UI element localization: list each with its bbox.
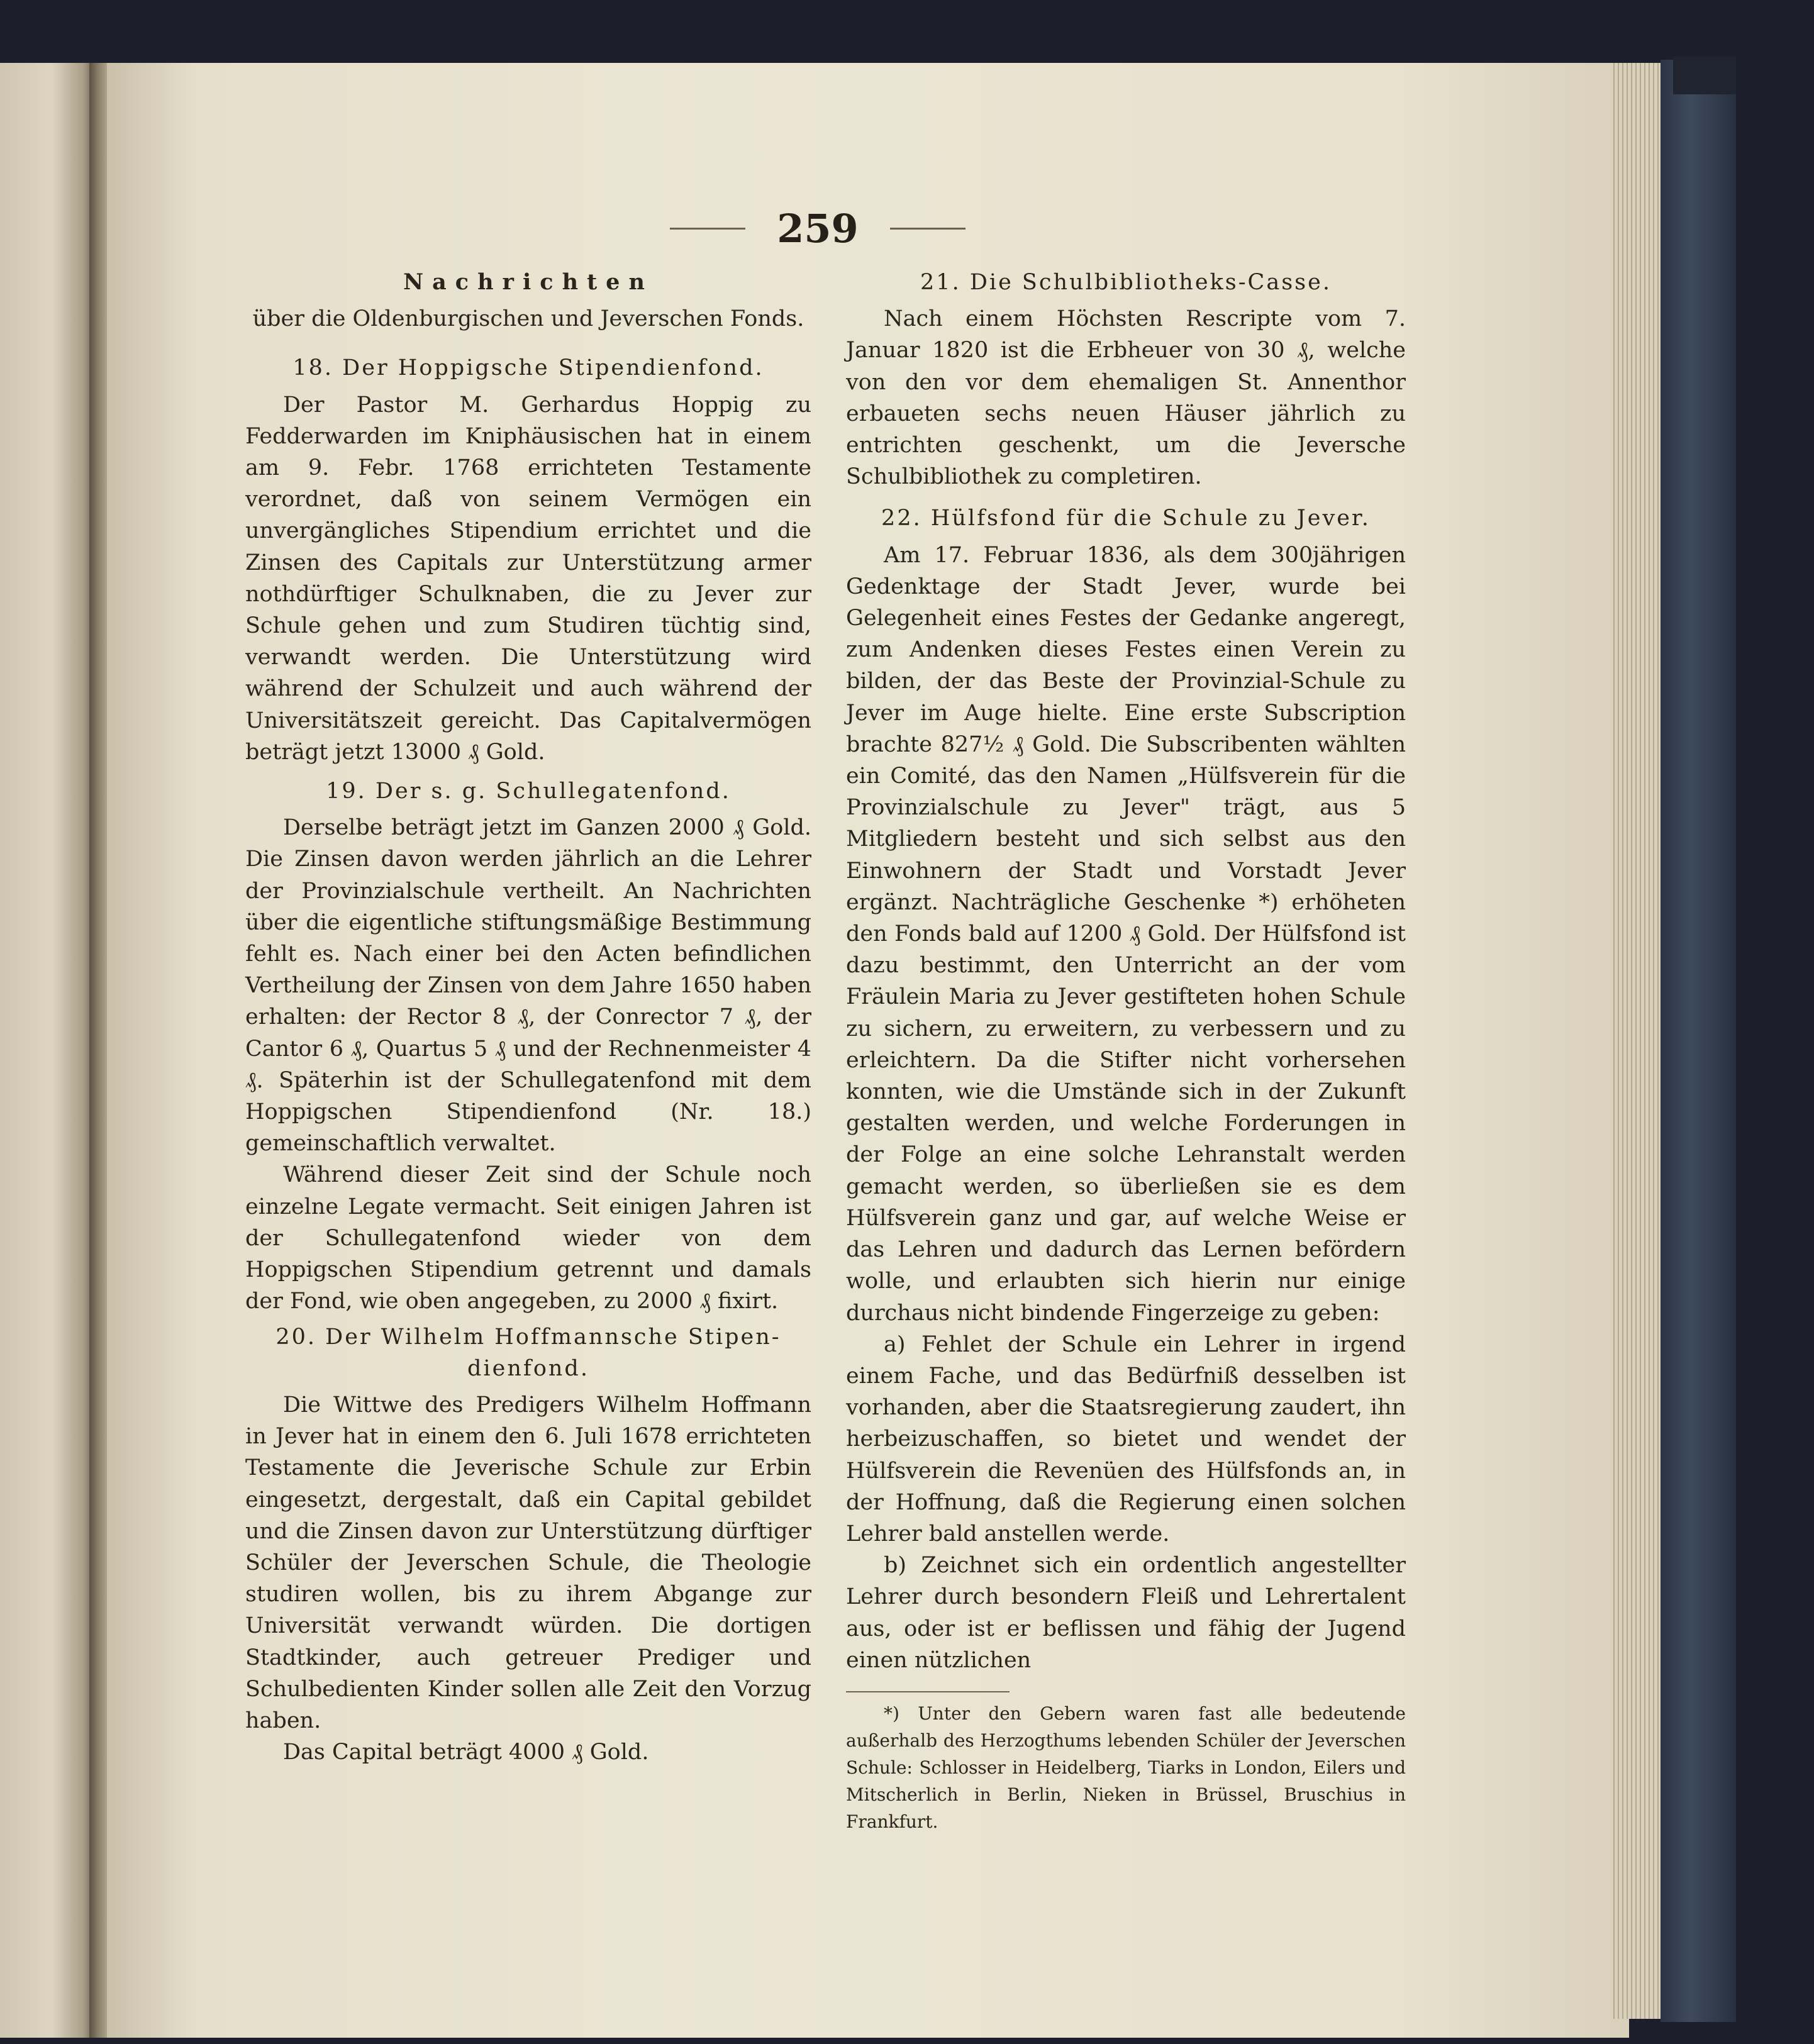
paragraph-19b: Während dieser Zeit sind der Schule noch einzelne Legate vermacht. Seit einigen Jahren ist der Schullegatenfond wieder von dem Hoppigschen Stipendium getrennt und damals der Fond, wie oben angegeben, zu 2000 ₰ fixirt. <box>245 1162 811 1314</box>
page-header <box>629 200 1006 257</box>
heading-22: 22. Hülfsfond für die Schule zu Jever. <box>881 506 1371 531</box>
heading-18: 18. Der Hoppigsche Stipendienfond. <box>292 355 764 381</box>
footnote-rule <box>846 1691 1010 1692</box>
heading-20-line1: 20. Der Wilhelm Hoffmannsche Stipen- <box>275 1324 781 1350</box>
section-subtitle: über die Oldenburgischen und Jeverschen Fonds. <box>252 306 804 332</box>
left-page-edge <box>0 63 94 2038</box>
paragraph-21: Nach einem Höchsten Rescripte vom 7. Januar 1820 ist die Erbheuer von 30 ₰, welche von den vor dem ehemaligen St. Annenthor erbaueten sechs neuen Häuser jährlich zu entrichten geschenkt, um die Jeversche Schulbibliothek zu completiren. <box>846 306 1406 490</box>
list-item-b: b) Zeichnet sich ein ordentlich angestellter Lehrer durch besondern Fleiß und Lehrertalent aus, oder ist er beflissen und fähig der Jugend einen nützlichen <box>846 1553 1406 1673</box>
header-rule-left <box>670 228 745 230</box>
cover-corner <box>1673 57 1736 94</box>
header-rule-right <box>890 228 965 230</box>
book-cover <box>1661 60 1736 2022</box>
list-item-a: a) Fehlet der Schule ein Lehrer in irgend einem Fache, und das Bedürfniß desselben ist vorhanden, aber die Staatsregierung zaudert, ihn herbeizuschaffen, so bietet und wendet der Hülfsverein die Revenüen des Hülfsfonds an, in der Hoffnung, daß die Regierung einen solchen Lehrer bald anstellen werde. <box>846 1331 1406 1547</box>
page-number: 259 <box>777 205 859 252</box>
paragraph-22: Am 17. Februar 1836, als dem 300jährigen Gedenktage der Stadt Jever, wurde bei Gelegenheit eines Festes der Gedanke angeregt, zum Andenken dieses Festes einen Verein zu bilden, der das Beste der Provinzial-Schule zu Jever im Auge hielte. Eine erste Subscription brachte 827½ ₰ Gold. Die Subscribenten wählten ein Comité, das den Namen „Hülfsverein für die Provinzialschule zu Jever" trägt, aus 5 Mitgliedern besteht und sich selbst aus den Einwohnern der Stadt und Vorstadt Jever ergänzt. Nachträgliche Geschenke *) erhöheten den Fonds bald auf 1200 ₰ Gold. Der Hülfsfond ist dazu bestimmt, den Unterricht an der vom Fräulein Maria zu Jever gestifteten hohen Schule zu sichern, zu erweitern, zu verbessern und zu erleichtern. Da die Stifter nicht vorhersehen konnten, wie die Umstände sich in der Zukunft gestalten werden, und welche Forderungen in der Folge an eine solche Lehranstalt werden gemacht werden, so überließen sie es dem Hülfsverein ganz und gar, auf welche Weise er das Lehren und dadurch das Lernen befördern wolle, und erlaubten sich hierin nur einige durchaus nicht bindende Fingerzeige zu geben: <box>846 542 1406 1326</box>
section-title: Nachrichten <box>403 269 654 295</box>
heading-19: 19. Der s. g. Schullegatenfond. <box>326 779 731 804</box>
left-column <box>245 264 811 1768</box>
heading-21: 21. Die Schulbibliotheks-Casse. <box>920 270 1332 295</box>
paragraph-20b: Das Capital beträgt 4000 ₰ Gold. <box>283 1740 649 1765</box>
heading-20-line2: dienfond. <box>467 1355 589 1381</box>
right-column <box>846 264 1406 1835</box>
footnote: *) Unter den Gebern waren fast alle bedeutende außerhalb des Herzogthums lebenden Schüler der Jeverschen Schule: Schlosser in Heidelberg, Tiarks in London, Eilers und Mitscherlich in Berlin, Nieken in Brüssel, Bruschius in Frankfurt. <box>846 1702 1406 1832</box>
paragraph-19a: Derselbe beträgt jetzt im Ganzen 2000 ₰ Gold. Die Zinsen davon werden jährlich an die Lehrer der Provinzialschule vertheilt. An Nachrichten über die eigentliche stiftungsmäßige Bestimmung fehlt es. Nach einer bei den Acten befindlichen Vertheilung der Zinsen von dem Jahre 1650 haben erhalten: der Rector 8 ₰, der Conrector 7 ₰, der Cantor 6 ₰, Quartus 5 ₰ und der Rechnenmeister 4 ₰. Späterhin ist der Schullegatenfond mit dem Hoppigschen Stipendienfond (Nr. 18.) gemeinschaftlich verwaltet. <box>245 815 811 1157</box>
paragraph-18: Der Pastor M. Gerhardus Hoppig zu Fedderwarden im Kniphäusischen hat in einem am 9. Febr. 1768 errichteten Testamente verordnet, daß von seinem Vermögen ein unvergängliches Stipendium errichtet und die Zinsen des Capitals zur Unterstützung armer nothdürftiger Schulknaben, die zu Jever zur Schule gehen und zum Studiren tüchtig sind, verwandt werden. Die Unterstützung wird während der Schulzeit und auch während der Universitätszeit gereicht. Das Capitalvermögen beträgt jetzt 13000 ₰ Gold. <box>245 392 811 765</box>
paragraph-20a: Die Wittwe des Predigers Wilhelm Hoffmann in Jever hat in einem den 6. Juli 1678 errichteten Testamente die Jeverische Schule zur Erbin eingesetzt, dergestalt, daß ein Capital gebildet und die Zinsen davon zur Unterstützung dürftiger Schüler der Jeverschen Schule, die Theologie studiren wollen, bis zu ihrem Abgange zur Universität verwandt würden. Die dortigen Stadtkinder, auch getreuer Prediger und Schulbedienten Kinder sollen alle Zeit den Vorzug haben. <box>245 1392 811 1733</box>
